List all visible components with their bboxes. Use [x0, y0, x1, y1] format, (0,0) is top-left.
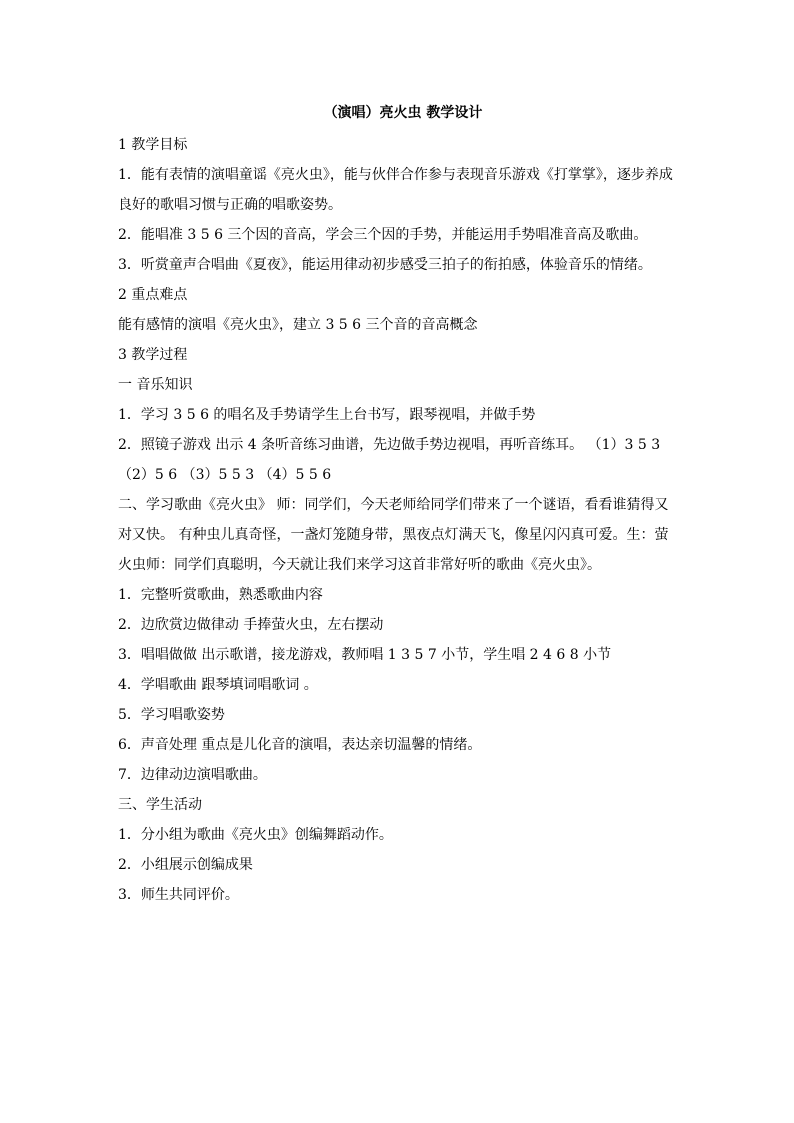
process-item-1: 1．学习 3 5 6 的唱名及手势请学生上台书写，跟琴视唱，并做手势	[118, 407, 536, 423]
song-step-7: 7．边律动边演唱歌曲。	[118, 767, 267, 783]
goal-item-2: 2．能唱准 3 5 6 三个因的音高，学会三个因的手势，并能运用手势唱准音高及歌曲。	[118, 227, 648, 243]
section-heading-process: 3 教学过程	[118, 347, 188, 363]
activity-item-3: 3．师生共同评价。	[118, 887, 239, 903]
process-item-2: 2．照镜子游戏 出示 4 条听音练习曲谱，先边做手势边视唱，再听音练耳。 （1）3 5 3 （2）5 6 （3）5 5 3 （4）5 5 6	[118, 437, 661, 483]
goal-item-1: 1．能有表情的演唱童谣《亮火虫》，能与伙伴合作参与表现音乐游戏《打掌掌》，逐步养成良好的歌唱习惯与正确的唱歌姿势。	[118, 167, 673, 213]
song-step-1: 1．完整听赏歌曲，熟悉歌曲内容	[118, 587, 323, 603]
document-title: （演唱）亮火虫 教学设计	[323, 105, 483, 121]
song-step-3: 3．唱唱做做 出示歌谱，接龙游戏，教师唱 1 3 5 7 小节，学生唱 2 4 6 8 小节	[118, 647, 612, 663]
key-points-text: 能有感情的演唱《亮火虫》，建立 3 5 6 三个音的音高概念	[118, 317, 478, 333]
section-heading-key-points: 2 重点难点	[118, 287, 188, 303]
subheading-music-knowledge: 一 音乐知识	[118, 377, 193, 393]
song-step-5: 5．学习唱歌姿势	[118, 707, 225, 723]
activity-item-1: 1．分小组为歌曲《亮火虫》创编舞蹈动作。	[118, 827, 393, 843]
section-heading-goals: 1 教学目标	[118, 137, 188, 153]
activity-item-2: 2．小组展示创编成果	[118, 857, 253, 873]
song-step-4: 4．学唱歌曲 跟琴填词唱歌词 。	[118, 677, 318, 693]
subheading-learn-song: 二、学习歌曲《亮火虫》 师：同学们，今天老师给同学们带来了一个谜语，看看谁猜得又对又快。 有种虫儿真奇怪，一盏灯笼随身带，黑夜点灯满天飞，像星闪闪真可爱。生：萤火虫师：同学们真聪明，今天就让我们来学习这首非常好听的歌曲《亮火虫》。	[118, 497, 669, 573]
document-body	[118, 100, 678, 910]
song-step-2: 2．边欣赏边做律动 手捧萤火虫，左右摆动	[118, 617, 384, 633]
goal-item-3: 3．听赏童声合唱曲《夏夜》，能运用律动初步感受三拍子的衔拍感，体验音乐的情绪。	[118, 257, 652, 273]
subheading-student-activity: 三、学生活动	[118, 797, 202, 813]
song-step-6: 6．声音处理 重点是儿化音的演唱，表达亲切温馨的情绪。	[118, 737, 482, 753]
